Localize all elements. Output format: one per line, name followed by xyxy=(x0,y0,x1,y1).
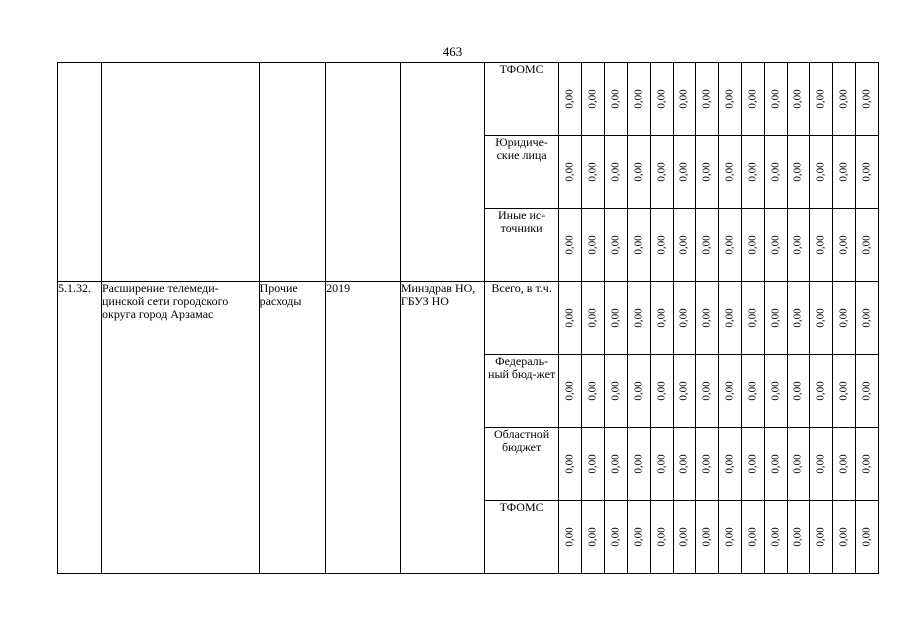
value-cell xyxy=(650,282,673,355)
funding-source: Юридиче-ские лица xyxy=(484,136,559,209)
value-cell xyxy=(833,428,856,501)
value-text: 0,00 xyxy=(609,89,622,109)
expense-type: Прочие расходы xyxy=(259,282,326,574)
value-cell xyxy=(719,501,742,574)
value-cell xyxy=(856,355,879,428)
value-text: 0,00 xyxy=(791,308,804,328)
value-cell xyxy=(741,501,764,574)
value-text: 0,00 xyxy=(769,89,782,109)
value-cell xyxy=(833,209,856,282)
value-text: 0,00 xyxy=(837,527,850,547)
funding-source: Всего, в т.ч. xyxy=(484,282,559,355)
value-text: 0,00 xyxy=(791,162,804,182)
value-cell xyxy=(856,136,879,209)
value-cell xyxy=(559,209,582,282)
value-text: 0,00 xyxy=(609,162,622,182)
value-text: 0,00 xyxy=(791,527,804,547)
value-text: 0,00 xyxy=(586,235,599,255)
value-cell xyxy=(787,355,810,428)
value-cell xyxy=(673,63,696,136)
value-cell xyxy=(810,136,833,209)
value-cell xyxy=(696,63,719,136)
value-cell xyxy=(627,63,650,136)
value-text: 0,00 xyxy=(632,235,645,255)
funding-source: ТФОМС xyxy=(484,501,559,574)
value-cell xyxy=(605,428,628,501)
value-cell xyxy=(673,355,696,428)
value-text: 0,00 xyxy=(723,454,736,474)
table-row xyxy=(58,63,879,136)
value-cell xyxy=(559,282,582,355)
value-text: 0,00 xyxy=(860,162,873,182)
value-cell xyxy=(696,355,719,428)
value-cell xyxy=(764,209,787,282)
value-text: 0,00 xyxy=(632,454,645,474)
value-cell xyxy=(650,428,673,501)
value-cell xyxy=(650,209,673,282)
executor: Минздрав НО, ГБУЗ НО xyxy=(400,282,484,574)
activity-name xyxy=(102,63,260,282)
value-cell xyxy=(582,63,605,136)
value-text: 0,00 xyxy=(700,381,713,401)
value-cell xyxy=(696,282,719,355)
value-text: 0,00 xyxy=(700,454,713,474)
executor xyxy=(400,63,484,282)
value-cell xyxy=(673,209,696,282)
value-cell xyxy=(787,136,810,209)
value-cell xyxy=(787,63,810,136)
value-text: 0,00 xyxy=(632,308,645,328)
value-cell xyxy=(764,501,787,574)
value-cell xyxy=(582,355,605,428)
value-text: 0,00 xyxy=(677,235,690,255)
value-cell xyxy=(627,282,650,355)
value-cell xyxy=(741,136,764,209)
value-cell xyxy=(605,282,628,355)
value-text: 0,00 xyxy=(655,454,668,474)
value-cell xyxy=(764,63,787,136)
value-text: 0,00 xyxy=(700,527,713,547)
value-text: 0,00 xyxy=(677,527,690,547)
value-text: 0,00 xyxy=(563,454,576,474)
value-text: 0,00 xyxy=(609,454,622,474)
value-cell xyxy=(856,282,879,355)
value-cell xyxy=(833,501,856,574)
value-text: 0,00 xyxy=(563,381,576,401)
value-text: 0,00 xyxy=(791,235,804,255)
value-cell xyxy=(741,355,764,428)
value-cell xyxy=(627,428,650,501)
value-cell xyxy=(856,63,879,136)
value-cell xyxy=(764,428,787,501)
value-text: 0,00 xyxy=(723,162,736,182)
value-text: 0,00 xyxy=(746,89,759,109)
value-text: 0,00 xyxy=(837,162,850,182)
value-cell xyxy=(719,136,742,209)
value-cell xyxy=(605,63,628,136)
value-cell xyxy=(719,63,742,136)
value-cell xyxy=(719,282,742,355)
funding-source: Иные ис-точники xyxy=(484,209,559,282)
value-text: 0,00 xyxy=(769,162,782,182)
value-cell xyxy=(673,282,696,355)
value-text: 0,00 xyxy=(769,454,782,474)
value-text: 0,00 xyxy=(563,162,576,182)
funding-source: ТФОМС xyxy=(484,63,559,136)
value-text: 0,00 xyxy=(563,527,576,547)
value-text: 0,00 xyxy=(586,162,599,182)
value-cell xyxy=(559,63,582,136)
value-cell xyxy=(673,501,696,574)
value-cell xyxy=(833,63,856,136)
table-body xyxy=(58,63,879,574)
value-text: 0,00 xyxy=(791,89,804,109)
value-cell xyxy=(627,501,650,574)
value-cell xyxy=(559,501,582,574)
value-text: 0,00 xyxy=(655,162,668,182)
value-cell xyxy=(582,209,605,282)
value-text: 0,00 xyxy=(746,381,759,401)
value-text: 0,00 xyxy=(677,308,690,328)
value-text: 0,00 xyxy=(586,89,599,109)
value-cell xyxy=(833,136,856,209)
value-text: 0,00 xyxy=(746,454,759,474)
value-cell xyxy=(627,136,650,209)
value-cell xyxy=(696,209,719,282)
value-text: 0,00 xyxy=(563,89,576,109)
value-text: 0,00 xyxy=(586,381,599,401)
value-text: 0,00 xyxy=(769,381,782,401)
activity-name: Расширение телемеди-цинской сети городского округа город Арзамас xyxy=(102,282,260,574)
value-text: 0,00 xyxy=(746,235,759,255)
value-text: 0,00 xyxy=(791,454,804,474)
value-text: 0,00 xyxy=(769,527,782,547)
value-text: 0,00 xyxy=(837,454,850,474)
year: 2019 xyxy=(326,282,401,574)
value-cell xyxy=(696,428,719,501)
value-cell xyxy=(741,428,764,501)
value-cell xyxy=(696,136,719,209)
value-text: 0,00 xyxy=(655,235,668,255)
value-cell xyxy=(741,63,764,136)
value-cell xyxy=(856,209,879,282)
value-cell xyxy=(741,282,764,355)
value-text: 0,00 xyxy=(677,89,690,109)
value-text: 0,00 xyxy=(860,381,873,401)
value-text: 0,00 xyxy=(723,527,736,547)
value-cell xyxy=(719,355,742,428)
value-text: 0,00 xyxy=(837,308,850,328)
value-text: 0,00 xyxy=(632,89,645,109)
value-text: 0,00 xyxy=(860,308,873,328)
value-text: 0,00 xyxy=(723,308,736,328)
value-text: 0,00 xyxy=(814,527,827,547)
value-cell xyxy=(605,501,628,574)
value-cell xyxy=(605,209,628,282)
row-code: 5.1.32. xyxy=(58,282,102,574)
value-text: 0,00 xyxy=(814,454,827,474)
value-text: 0,00 xyxy=(677,381,690,401)
value-cell xyxy=(559,428,582,501)
value-cell xyxy=(833,355,856,428)
value-cell xyxy=(559,136,582,209)
value-cell xyxy=(787,501,810,574)
value-cell xyxy=(810,209,833,282)
value-text: 0,00 xyxy=(677,162,690,182)
value-text: 0,00 xyxy=(700,235,713,255)
value-cell xyxy=(650,501,673,574)
value-cell xyxy=(856,428,879,501)
value-cell xyxy=(810,355,833,428)
value-cell xyxy=(627,209,650,282)
value-text: 0,00 xyxy=(814,162,827,182)
value-text: 0,00 xyxy=(814,235,827,255)
value-text: 0,00 xyxy=(746,308,759,328)
value-cell xyxy=(650,355,673,428)
value-text: 0,00 xyxy=(609,235,622,255)
value-cell xyxy=(856,501,879,574)
year xyxy=(326,63,401,282)
value-text: 0,00 xyxy=(632,381,645,401)
value-cell xyxy=(719,428,742,501)
value-cell xyxy=(787,282,810,355)
value-text: 0,00 xyxy=(609,308,622,328)
row-code xyxy=(58,63,102,282)
value-text: 0,00 xyxy=(655,381,668,401)
value-cell xyxy=(673,136,696,209)
value-cell xyxy=(810,63,833,136)
value-text: 0,00 xyxy=(860,454,873,474)
value-text: 0,00 xyxy=(723,381,736,401)
value-text: 0,00 xyxy=(814,381,827,401)
value-text: 0,00 xyxy=(746,162,759,182)
value-cell xyxy=(582,282,605,355)
value-cell xyxy=(719,209,742,282)
value-cell xyxy=(605,136,628,209)
value-text: 0,00 xyxy=(860,89,873,109)
value-text: 0,00 xyxy=(655,308,668,328)
value-cell xyxy=(605,355,628,428)
value-cell xyxy=(582,428,605,501)
value-cell xyxy=(559,355,582,428)
value-text: 0,00 xyxy=(700,89,713,109)
value-text: 0,00 xyxy=(586,527,599,547)
value-cell xyxy=(627,355,650,428)
value-cell xyxy=(696,501,719,574)
value-text: 0,00 xyxy=(677,454,690,474)
value-text: 0,00 xyxy=(609,527,622,547)
value-text: 0,00 xyxy=(586,454,599,474)
value-text: 0,00 xyxy=(837,235,850,255)
funding-source: Федераль-ный бюд-жет xyxy=(484,355,559,428)
value-text: 0,00 xyxy=(791,381,804,401)
value-cell xyxy=(810,501,833,574)
value-text: 0,00 xyxy=(860,527,873,547)
value-cell xyxy=(764,136,787,209)
value-cell xyxy=(810,428,833,501)
value-text: 0,00 xyxy=(655,89,668,109)
value-text: 0,00 xyxy=(837,381,850,401)
value-text: 0,00 xyxy=(700,308,713,328)
value-text: 0,00 xyxy=(632,162,645,182)
table-row xyxy=(58,282,879,355)
value-text: 0,00 xyxy=(563,308,576,328)
value-cell xyxy=(764,355,787,428)
budget-table xyxy=(57,62,879,574)
value-cell xyxy=(582,501,605,574)
value-text: 0,00 xyxy=(814,89,827,109)
value-text: 0,00 xyxy=(837,89,850,109)
value-text: 0,00 xyxy=(609,381,622,401)
value-cell xyxy=(810,282,833,355)
value-cell xyxy=(673,428,696,501)
value-cell xyxy=(582,136,605,209)
value-cell xyxy=(833,282,856,355)
value-cell xyxy=(650,136,673,209)
expense-type xyxy=(259,63,326,282)
value-cell xyxy=(741,209,764,282)
value-text: 0,00 xyxy=(655,527,668,547)
value-cell xyxy=(787,209,810,282)
value-text: 0,00 xyxy=(586,308,599,328)
value-text: 0,00 xyxy=(814,308,827,328)
value-text: 0,00 xyxy=(700,162,713,182)
value-text: 0,00 xyxy=(632,527,645,547)
value-cell xyxy=(764,282,787,355)
value-text: 0,00 xyxy=(723,89,736,109)
value-text: 0,00 xyxy=(769,308,782,328)
value-text: 0,00 xyxy=(563,235,576,255)
value-cell xyxy=(787,428,810,501)
funding-source: Областной бюджет xyxy=(484,428,559,501)
page-number: 463 xyxy=(442,44,463,59)
value-text: 0,00 xyxy=(723,235,736,255)
value-text: 0,00 xyxy=(769,235,782,255)
value-text: 0,00 xyxy=(860,235,873,255)
value-cell xyxy=(650,63,673,136)
value-text: 0,00 xyxy=(746,527,759,547)
